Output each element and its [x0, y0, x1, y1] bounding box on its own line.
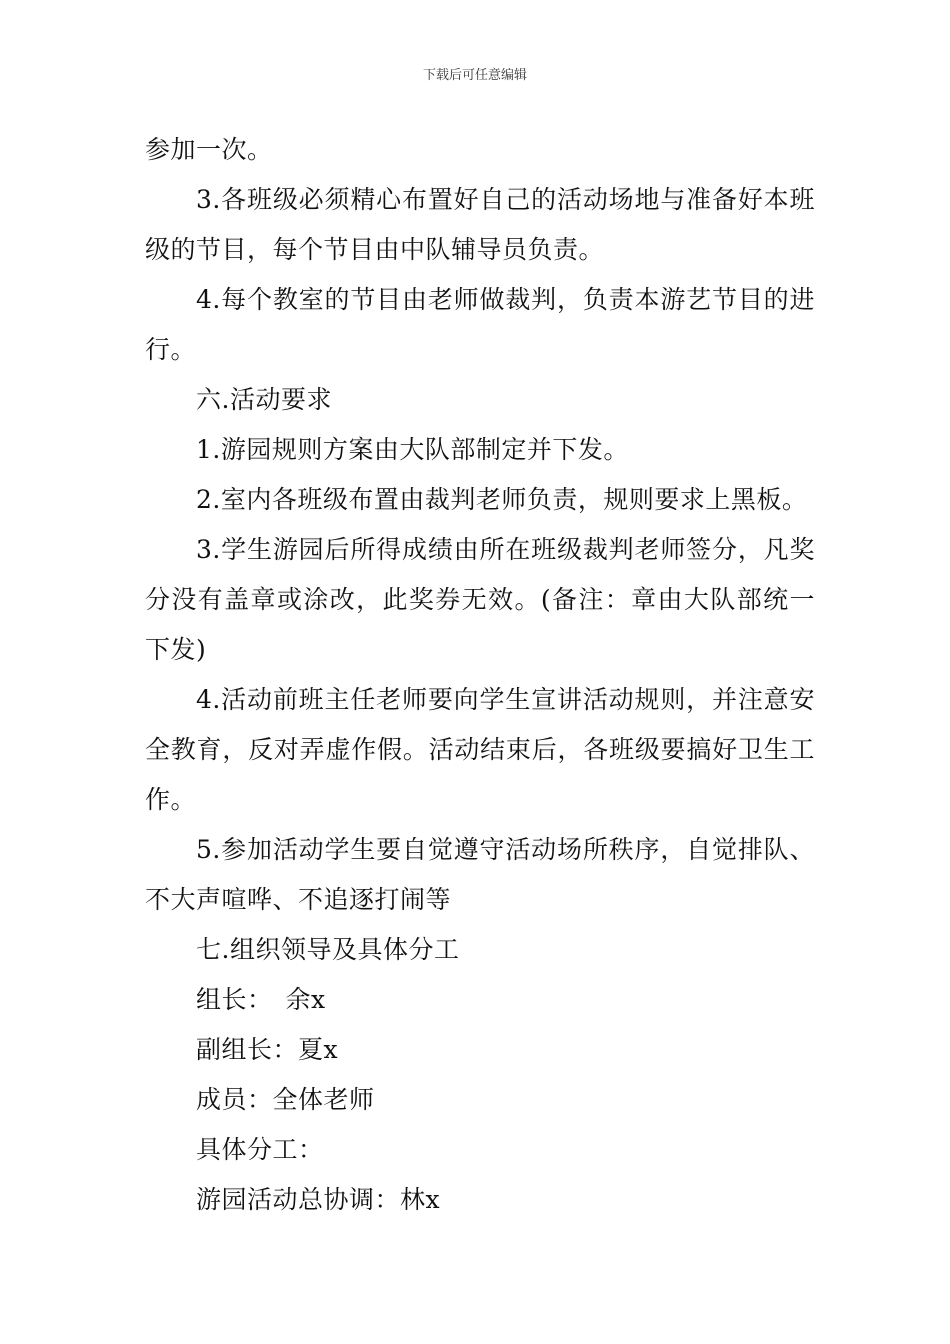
paragraph-coordinator: 游园活动总协调：林x	[196, 1185, 441, 1214]
paragraph-leader: 组长： 余x	[196, 985, 326, 1014]
paragraph-item-3-venue: 3.各班级必须精心布置好自己的活动场地与准备好本班级的节目，每个节目由中队辅导员负责。	[145, 185, 815, 264]
section-heading-requirements: 六.活动要求	[196, 385, 332, 414]
paragraph-continued: 参加一次。	[145, 135, 273, 164]
paragraph-rule-2: 2.室内各班级布置由裁判老师负责，规则要求上黑板。	[196, 485, 808, 514]
paragraph-division-heading: 具体分工：	[196, 1135, 324, 1164]
paragraph-rule-4: 4.活动前班主任老师要向学生宣讲活动规则，并注意安全教育，反对弄虚作假。活动结束后，各班级要搞好卫生工作。	[145, 685, 815, 814]
paragraph-members: 成员：全体老师	[196, 1085, 375, 1114]
document-body	[145, 125, 815, 1225]
section-heading-organization: 七.组织领导及具体分工	[196, 935, 460, 964]
page-header: 下载后可任意编辑	[422, 68, 527, 83]
paragraph-rule-5: 5.参加活动学生要自觉遵守活动场所秩序，自觉排队、不大声喧哗、不追逐打闹等	[145, 835, 815, 914]
paragraph-rule-1: 1.游园规则方案由大队部制定并下发。	[196, 435, 629, 464]
paragraph-item-4-judges: 4.每个教室的节目由老师做裁判，负责本游艺节目的进行。	[145, 285, 815, 364]
paragraph-rule-3: 3.学生游园后所得成绩由所在班级裁判老师签分，凡奖分没有盖章或涂改，此奖券无效。(备注：章由大队部统一下发)	[145, 535, 815, 664]
paragraph-deputy-leader: 副组长：夏x	[196, 1035, 339, 1064]
